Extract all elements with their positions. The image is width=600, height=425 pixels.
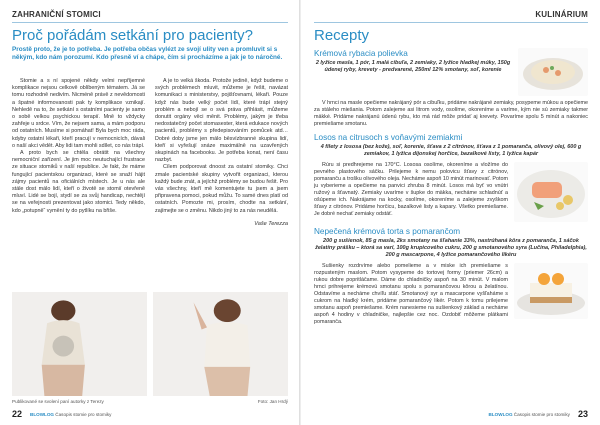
soup-image — [518, 48, 588, 96]
article-columns — [12, 78, 288, 228]
article-column-1 — [12, 78, 145, 228]
article-lead: Prostě proto, že je to potřeba. Je potřeba občas vylézt ze svojí ulity ven a promluvit si s někým, kdo nám porozumí. Kdo přesně ví a chápe, čím si procházíme a jak je to náročné. — [12, 46, 283, 61]
recipes-title: Recepty — [314, 27, 370, 44]
paragraph: A je to velká škoda. Protože jedině, když budeme o svých problémech mluvit, můžeme je řešit, navázat komunikaci s ministerstvy, pojišťovnami, lékaři. Pouze když nás bude velký počet lidí, které trápí stejný problém a nebojí se o svá práva přihlásit, můžeme donutit orgány věci měnit. Problémy, jakým je třeba nedostatečný počet stomasester, která edukace nových pacientů, problémy s předepisováním pomůcek atd… Dobré doby jsme jen málo běsvízbranné skupina lidí, kteří si vyřešují snáze maximálně na uzavřených skupinách na facebooku. Je potřeba konat, není času nazbyt. — [155, 78, 288, 164]
photo-woman-left — [12, 292, 147, 396]
left-footer — [12, 407, 111, 421]
salmon-image — [514, 162, 588, 222]
paragraph: Cílem podporovat dnoost za ostatní stomiky. Chci zmale pacientské skupiny vytvořit organizaci, kterou každý bude znát, a jejíchž problémy se budou řešit. Pro vás všechny, kteří mě komentujete tu jsem a jsem připravena pomoci, pokud můžu. To samé dnes platí od ostatních. Pomozte mi, prosím, chodte na setkání, zajímejte se o změnu. Nikdo jiný to za nás neudělá. — [155, 164, 288, 214]
photo-captions — [12, 399, 288, 404]
page-number: 23 — [577, 409, 588, 419]
recipe-1 — [314, 44, 588, 96]
paragraph: A proto bych se chtěla obrátit na všechny nemocniční zařízení. Je jim moc neutuchající frustrace ze situace stomiků v naší republice. Je fakt, že máme fungující pacientskou organizaci, které se snaží hájit zájmy pacientů na oficiálních místech. Je u nás ale stále dost málo lidí, kteří o životě se stomií otevřeně mluví. Lidé se bojí, stydí se za svůj handicap, nechtějí se na veřejnosti prezentovat jako stomici. Tedy někdo, kdo „potupně“ vymění ty do pytlíku na břiše. — [12, 150, 145, 214]
signature: Vaše Terezza — [254, 220, 288, 227]
article-column-2 — [155, 78, 288, 228]
page-number: 22 — [12, 409, 23, 419]
recipe-3 — [314, 222, 588, 259]
recipe-title: Nepečená krémová torta s pomarančom — [314, 227, 461, 236]
photo-woman-right — [153, 292, 288, 396]
recipe-title: Losos na citrusoch s voňavými zemiakmi — [314, 133, 463, 142]
section-label: KULINÁRIUM — [314, 10, 588, 23]
magazine-brand: BLOWLOG Časopis stomie pro stomiky — [488, 411, 570, 417]
recipe-2 — [314, 128, 588, 158]
paragraph: Stomie a s ní spojené někdy velmi nepříjemné komplikace nejsou celkově oblíbeným tématem. Já se tomu rozhodně nedivím. Nicméně právě z nevědomosti a špatné informovanosti pak ty komplikace vznikají. Nehledě na to, že setkání s ostatními pacienty je samo o sobě velkou psychickou terapií. Mně to vždycky zahřeje u srdce. Vím, že nejsem sama, a mám podporu od ostatních. Musíme si pomáhat! Byla bych moc ráda, kdyby ostatní lékaři, kteří pracují v nemocnicích, dávali o naší akci vědět. Aby lidi tam mohli sdílet, co nás trápí. — [12, 78, 145, 149]
right-footer — [489, 407, 588, 421]
recipe-title: Krémová rybacia polievka — [314, 49, 408, 58]
recipe-ingredients: 200 g sušienok, 85 g masla, 2ks smotany na šľahanie 33%, nastrúhaná kôra z pomaranča, 1 sáčok želatíny prášku – ktorá sa varí, 100g krupicového cukru, 200 g smotanového syra (Lučina, Philadelphia), 200 g mascarpone, 4 lyžice pomarančového likéru — [315, 238, 587, 258]
article-title: Proč pořádám setkání pro pacienty? — [12, 27, 253, 44]
recipe-body: Rúru si predhrejeme na 170°C. Lososa osolíme, okoreníme a vložíme do pevného plastového sáčku. Prilejeme k nemu polovicu šťavy z citrónov, pomaranču a trošku olivového oleja. Necháme aspoň 10 minút marinovať. Potom ju vyberieme a opečieme na panvici zhruba 8 minút. Losos má byť vo vnútri ružový a šťavnatý. Zemiaky uvaríme v šupke do mäkka, necháme schladnúť a ošúpeme ich. Nakrájame na kocky, osolíme, okoreníme a zalejeme zvyškom šťavy z citrónov. Pridáme horčicu, bazalkové listy a kapary. Všetko premiešame. Je dobré nechať zemiaky odstáť. — [314, 162, 508, 217]
photo-caption: Publikované se svolení paní autorky z Terezy — [12, 399, 104, 404]
right-page — [300, 0, 600, 425]
magazine-brand: BLOWLOG Časopis stomie pro stomiky — [30, 411, 112, 417]
recipe-body: Sušienky rozdrvíme alebo pomelieme a v miske ich premiešame s rozpusteným maslom. Potom vysypeme do tortovej formy (priemer 26cm) a rukou dobre popritláčame. Dáme do chladničky aspoň na 30 minút. V malom hrnci prihrejeme krémovú smotanu spolu s pomarančovou kôrou a želatínou. Odstavíme a necháme chvíľu stáť. Smotanový syr a mascarpone vyšľaháme s cukrom na hladký krém, pridáme pomarančový likér. Potom k tomu prilejeme smotanu aspoň premiešame. Krém nanesieme na sušienkový základ a necháme aspoň 4 hodiny v chladničke, najlepšie cez noc. Ozdobiť môžeme plátkami pomaranča. — [314, 263, 508, 325]
cake-image — [514, 263, 588, 319]
recipe-ingredients: 2 lyžice masla, 1 pór, 1 malá cibuľa, 2 zemiaky, 2 lyžice hladkej múky, 150g údenej ryby, krevety - predvarené, 250ml 12% smotany, soľ, korenie — [315, 60, 511, 73]
section-label: ZAHRANIČNÍ STOMICI — [12, 10, 288, 23]
photo-strip — [12, 292, 288, 396]
photo-credit: Foto: Jan Hrdý — [257, 399, 288, 404]
recipe-body: V hrnci na masle opečieme nakrájaný pór a cibuľku, pridáme nakrájané zemiaky, posypeme múkou a opečieme za stáleho miešania. Potom zalejeme asi litrom vody, osolíme, okoreníme a varíme, kým nie sú zemiaky takmer mäkké. Pridáme nakrájanú údenú rybu, kto má rád môže pridať aj krevety. Povaríme spolu 5 minút a nakoniec premiešame smotanu. — [314, 100, 588, 127]
recipe-ingredients: 4 filety z lososa (bez kože), soľ, korenie, šťava z 2 citrónov, šťava z 1 pomaranča, olivový olej, 600 g zemiakov, 1 lyžica dijonskej horčice, bazalkové listy, 1 lyžica kapár — [320, 144, 582, 157]
